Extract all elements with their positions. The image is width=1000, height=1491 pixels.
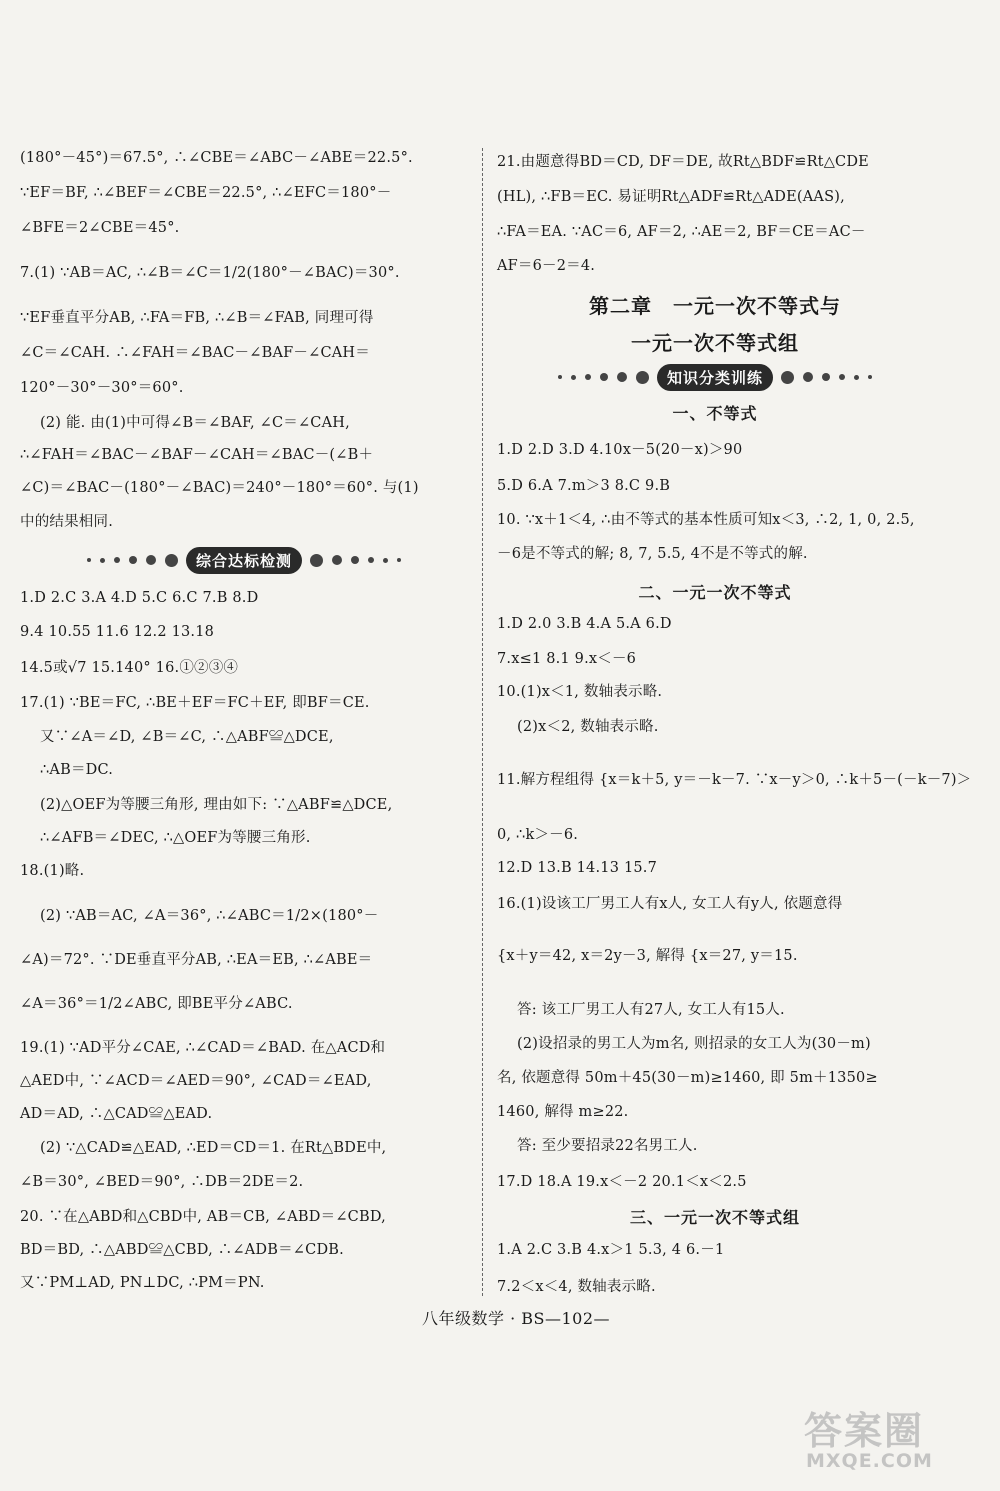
answer-line: ∠A＝36°＝1/2∠ABC, 即BE平分∠ABC. bbox=[20, 996, 293, 1012]
answer-line: ∠C＝∠CAH. ∴∠FAH＝∠BAC－∠BAF－∠CAH＝ bbox=[20, 345, 370, 361]
section-banner bbox=[20, 545, 468, 575]
banner-label: 综合达标检测 bbox=[186, 547, 302, 574]
answer-line: 7.(1) ∵AB＝AC, ∴∠B＝∠C＝1/2(180°－∠BAC)＝30°. bbox=[20, 265, 400, 281]
answer-line: 1.D 2.C 3.A 4.D 5.C 6.C 7.B 8.D bbox=[20, 590, 259, 606]
answer-line: {x＋y＝42, x＝2y－3, 解得 {x＝27, y＝15. bbox=[497, 948, 798, 964]
answer-line: ∠B＝30°, ∠BED＝90°, ∴DB＝2DE＝2. bbox=[20, 1174, 304, 1190]
watermark-url: MXQE.COM bbox=[806, 1450, 933, 1472]
answer-line: 17.(1) ∵BE＝FC, ∴BE＋EF＝FC＋EF, 即BF＝CE. bbox=[20, 695, 370, 711]
answer-line: ∠BFE＝2∠CBE＝45°. bbox=[20, 220, 180, 236]
watermark-logo bbox=[800, 1400, 990, 1480]
answer-line: ∴∠AFB＝∠DEC, ∴△OEF为等腰三角形. bbox=[40, 830, 311, 846]
chapter-title: 一元一次不等式组 bbox=[631, 331, 799, 355]
section-title: 二、一元一次不等式 bbox=[638, 583, 792, 602]
answer-line: 名, 依题意得 50m＋45(30－m)≥1460, 即 5m＋1350≥ bbox=[497, 1070, 878, 1086]
answer-line: (2)设招录的男工人为m名, 则招录的女工人为(30－m) bbox=[517, 1036, 871, 1052]
answer-line: 20. ∵在△ABD和△CBD中, AB＝CB, ∠ABD＝∠CBD, bbox=[20, 1209, 386, 1225]
answer-line: (HL), ∴FB＝EC. 易证明Rt△ADF≌Rt△ADE(AAS), bbox=[497, 189, 845, 205]
answer-line: ∠C)＝∠BAC－(180°－∠BAC)＝240°－180°＝60°. 与(1) bbox=[20, 480, 419, 496]
answer-line: ∴∠FAH＝∠BAC－∠BAF－∠CAH＝∠BAC－(∠B＋ bbox=[20, 447, 374, 463]
banner-dots-right bbox=[781, 371, 872, 384]
answer-line: ∠A)＝72°. ∵DE垂直平分AB, ∴EA＝EB, ∴∠ABE＝ bbox=[20, 952, 373, 968]
banner-label: 知识分类训练 bbox=[657, 364, 773, 391]
answer-line: 又∵PM⊥AD, PN⊥DC, ∴PM＝PN. bbox=[20, 1275, 265, 1291]
answer-line: －6是不等式的解; 8, 7, 5.5, 4不是不等式的解. bbox=[497, 546, 808, 562]
answer-line: 10.(1)x＜1, 数轴表示略. bbox=[497, 684, 663, 700]
section-title: 三、一元一次不等式组 bbox=[629, 1208, 800, 1227]
answer-line: ∵EF垂直平分AB, ∴FA＝FB, ∴∠B＝∠FAB, 同理可得 bbox=[20, 310, 374, 326]
answer-line: 120°－30°－30°＝60°. bbox=[20, 380, 184, 396]
answer-line: (2)△OEF为等腰三角形, 理由如下: ∵△ABF≌△DCE, bbox=[40, 797, 393, 813]
answer-line: 5.D 6.A 7.m＞3 8.C 9.B bbox=[497, 478, 671, 494]
banner-dots-left bbox=[87, 554, 178, 567]
chapter-title: 第二章 一元一次不等式与 bbox=[589, 294, 841, 318]
answer-line: 中的结果相同. bbox=[20, 514, 114, 530]
answer-line: 0, ∴k＞－6. bbox=[497, 827, 579, 843]
answer-line: △AED中, ∵∠ACD＝∠AED＝90°, ∠CAD＝∠EAD, bbox=[20, 1073, 372, 1089]
answer-line: 21.由题意得BD＝CD, DF＝DE, 故Rt△BDF≌Rt△CDE bbox=[497, 154, 869, 170]
answer-line: 9.4 10.55 11.6 12.2 13.18 bbox=[20, 624, 215, 640]
answer-line: AF＝6－2＝4. bbox=[497, 258, 596, 274]
answer-line: 12.D 13.B 14.13 15.7 bbox=[497, 860, 658, 876]
answer-line: 答: 至少要招录22名男工人. bbox=[517, 1138, 698, 1154]
banner-dots-right bbox=[310, 554, 401, 567]
watermark-text: 答案圈 bbox=[804, 1409, 925, 1453]
answer-line: (2) ∵△CAD≌△EAD, ∴ED＝CD＝1. 在Rt△BDE中, bbox=[40, 1140, 387, 1156]
answer-line: (2) ∵AB＝AC, ∠A＝36°, ∴∠ABC＝1/2×(180°－ bbox=[40, 908, 379, 924]
answer-line: (2)x＜2, 数轴表示略. bbox=[517, 719, 659, 735]
answer-line: 17.D 18.A 19.x＜－2 20.1＜x＜2.5 bbox=[497, 1174, 747, 1190]
answer-line: 1.D 2.0 3.B 4.A 5.A 6.D bbox=[497, 616, 672, 632]
answer-line: 7.2＜x＜4, 数轴表示略. bbox=[497, 1279, 656, 1295]
answer-line: 又∵∠A＝∠D, ∠B＝∠C, ∴△ABF≌△DCE, bbox=[40, 729, 334, 745]
answer-line: ∵EF＝BF, ∴∠BEF＝∠CBE＝22.5°, ∴∠EFC＝180°－ bbox=[20, 185, 392, 201]
banner-dots-left bbox=[558, 371, 649, 384]
answer-line: 1.A 2.C 3.B 4.x＞1 5.3, 4 6.－1 bbox=[497, 1242, 725, 1258]
answer-line: BD＝BD, ∴△ABD≌△CBD, ∴∠ADB＝∠CDB. bbox=[20, 1242, 344, 1258]
answer-line: 16.(1)设该工厂男工人有x人, 女工人有y人, 依题意得 bbox=[497, 896, 843, 912]
answer-line: (180°－45°)＝67.5°, ∴∠CBE＝∠ABC－∠ABE＝22.5°. bbox=[20, 150, 413, 166]
answer-line: 答: 该工厂男工人有27人, 女工人有15人. bbox=[517, 1002, 785, 1018]
page-footer: 八年级数学 · BS—102— bbox=[422, 1309, 611, 1328]
answer-line: 14.5或√7 15.140° 16.①②③④ bbox=[20, 660, 239, 676]
answer-line: 10. ∵x＋1＜4, ∴由不等式的基本性质可知x＜3, ∴2, 1, 0, 2.5, bbox=[497, 512, 915, 528]
answer-line: 11.解方程组得 {x＝k＋5, y＝－k－7. ∵x－y＞0, ∴k＋5－(－k－7)＞ bbox=[497, 772, 972, 788]
column-divider bbox=[482, 148, 483, 1296]
answer-line: AD＝AD, ∴△CAD≌△EAD. bbox=[20, 1106, 213, 1122]
section-banner bbox=[497, 362, 933, 392]
answer-line: ∴AB＝DC. bbox=[40, 762, 114, 778]
answer-line: 1460, 解得 m≥22. bbox=[497, 1104, 629, 1120]
answer-line: (2) 能. 由(1)中可得∠B＝∠BAF, ∠C＝∠CAH, bbox=[40, 415, 350, 431]
answer-line: 19.(1) ∵AD平分∠CAE, ∴∠CAD＝∠BAD. 在△ACD和 bbox=[20, 1040, 386, 1056]
answer-line: 7.x≤1 8.1 9.x＜－6 bbox=[497, 651, 637, 667]
answer-line: 1.D 2.D 3.D 4.10x－5(20－x)＞90 bbox=[497, 442, 743, 458]
answer-line: 18.(1)略. bbox=[20, 863, 85, 879]
answer-line: ∴FA＝EA. ∵AC＝6, AF＝2, ∴AE＝2, BF＝CE＝AC－ bbox=[497, 224, 866, 240]
section-title: 一、不等式 bbox=[672, 404, 758, 423]
